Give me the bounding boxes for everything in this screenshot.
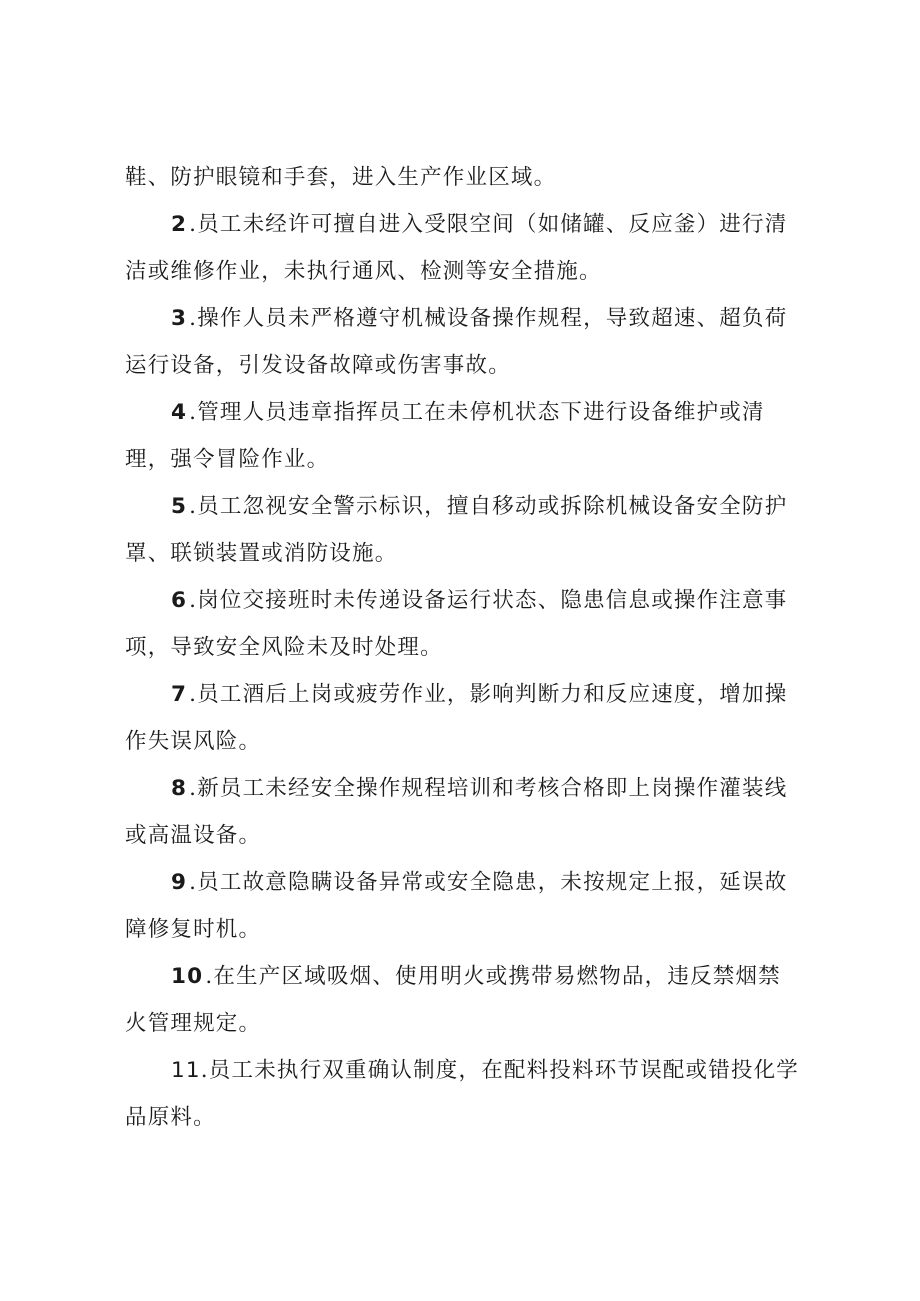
item-number: 6	[171, 588, 188, 613]
item-text: .员工未经许可擅自进入受限空间（如储罐、反应釜）进行清	[189, 212, 788, 237]
item-text: .员工未执行双重确认制度，在配料投料环节误配或错投化学	[200, 1058, 800, 1083]
list-item	[125, 859, 815, 953]
list-item-line-1	[125, 1047, 815, 1094]
list-item	[125, 577, 815, 671]
item-text: 品原料。	[125, 1105, 216, 1130]
item-text: .员工故意隐瞒设备异常或安全隐患，未按规定上报，延误故	[189, 870, 788, 895]
item-number: 3	[171, 306, 188, 331]
item-text: .岗位交接班时未传递设备运行状态、隐患信息或操作注意事	[189, 588, 788, 613]
list-item-line-1	[125, 201, 815, 248]
item-text: .在生产区域吸烟、使用明火或携带易燃物品，违反禁烟禁	[205, 964, 781, 989]
item-number: 7	[171, 682, 188, 707]
list-item-line-2	[125, 906, 815, 953]
list-item	[125, 201, 815, 295]
list-item-line-1	[125, 577, 815, 624]
list-item	[125, 765, 815, 859]
item-number: 5	[171, 494, 188, 519]
item-number: 4	[171, 400, 188, 425]
item-text: 洁或维修作业，未执行通风、检测等安全措施。	[125, 259, 602, 284]
list-item-line-1	[125, 483, 815, 530]
item-text: .管理人员违章指挥员工在未停机状态下进行设备维护或清	[189, 400, 765, 425]
list-item-line-1	[125, 295, 815, 342]
list-item	[125, 953, 815, 1047]
continuation-text: 鞋、防护眼镜和手套，进入生产作业区域。	[125, 165, 557, 190]
item-text: .员工酒后上岗或疲劳作业，影响判断力和反应速度，增加操	[189, 682, 788, 707]
item-text: 或高温设备。	[125, 823, 262, 848]
item-text: .操作人员未严格遵守机械设备操作规程，导致超速、超负荷	[189, 306, 788, 331]
item-text: 火管理规定。	[125, 1011, 262, 1036]
item-text: .新员工未经安全操作规程培训和考核合格即上岗操作灌装线	[189, 776, 788, 801]
item-text: 理，强令冒险作业。	[125, 447, 330, 472]
list-item-line-1	[125, 671, 815, 718]
item-text: 障修复时机。	[125, 917, 262, 942]
list-item-line-2	[125, 342, 815, 389]
document-body	[125, 154, 815, 1141]
item-number: 11	[171, 1058, 201, 1083]
item-text: 运行设备，引发设备故障或伤害事故。	[125, 353, 511, 378]
list-item-line-1	[125, 953, 815, 1000]
item-text: 作失误风险。	[125, 729, 262, 754]
list-item-line-2	[125, 812, 815, 859]
list-item-line-2	[125, 1094, 815, 1141]
item-number: 9	[171, 870, 188, 895]
continuation-line	[125, 154, 815, 201]
list-item-line-1	[125, 859, 815, 906]
list-item-line-2	[125, 436, 815, 483]
item-text: 项，导致安全风险未及时处理。	[125, 635, 443, 660]
list-item	[125, 389, 815, 483]
item-number: 10	[171, 964, 204, 989]
item-number: 8	[171, 776, 188, 801]
list-item	[125, 483, 815, 577]
list-item-line-2	[125, 624, 815, 671]
list-item	[125, 671, 815, 765]
list-item	[125, 1047, 815, 1141]
list-item-line-1	[125, 765, 815, 812]
list-item	[125, 295, 815, 389]
list-item-line-2	[125, 1000, 815, 1047]
list-item-line-1	[125, 389, 815, 436]
item-text: 罩、联锁装置或消防设施。	[125, 541, 398, 566]
list-item-line-2	[125, 248, 815, 295]
item-number: 2	[171, 212, 188, 237]
list-item-line-2	[125, 530, 815, 577]
list-item-line-2	[125, 718, 815, 765]
item-text: .员工忽视安全警示标识，擅自移动或拆除机械设备安全防护	[189, 494, 788, 519]
